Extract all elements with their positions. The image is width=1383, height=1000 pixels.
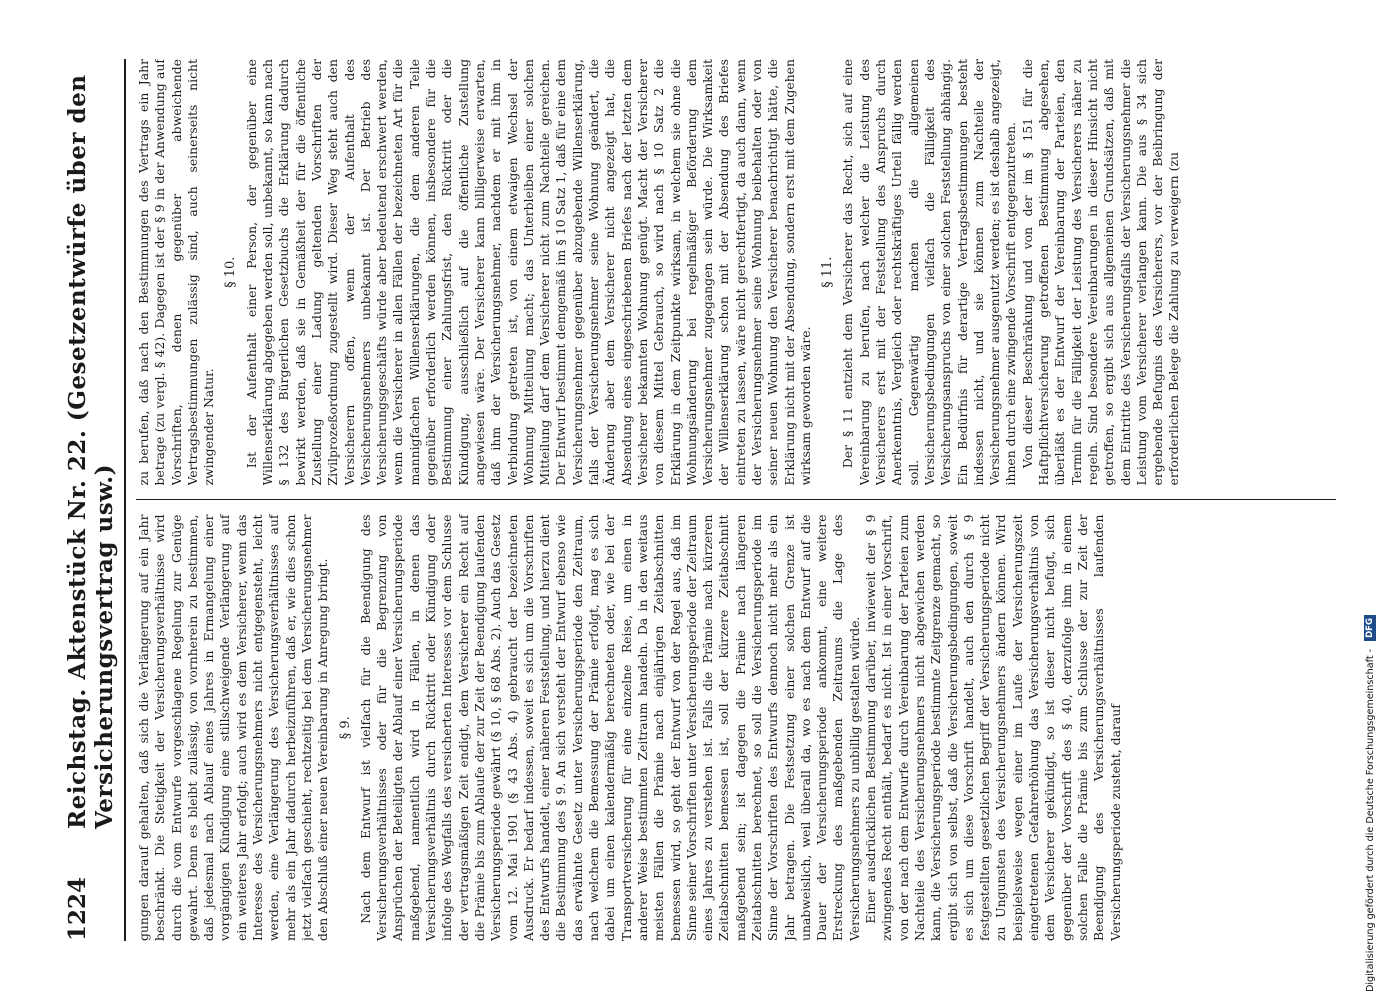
- section-heading: § 9.: [337, 716, 353, 740]
- page-number: 1224: [64, 876, 91, 941]
- column-divider: [136, 500, 1336, 501]
- paragraph: Von dieser Beschränkung und von der im § 151 für die Haftpflichtversicherung getroffenen Bestimmung abgesehen, überläßt es der Entwurf der Vereinbarung der Parteien, den Termin für die Fälligkeit der Leistung des Versicherers näher zu regeln. Sind besondere Vereinbarungen in dieser Hinsicht nicht getroffen, so ergibt sich aus allgemeinen Grundsätzen, daß mit dem Eintritte des Versicherungsfalls der Versicherungsnehmer die Leistung vom Versicherer verlangen kann. Die aus § 34 sich ergebende Befugnis des Versicherers, vor der Beibringung der erforderlichen Belege die Zahlung zu verweigern (zu: [1019, 59, 1182, 486]
- paragraph: Der § 11 entzieht dem Versicherer das Recht, sich auf eine Vereinbarung zu berufen, nach welcher die Leistung des Versicherers erst mit der Feststellung des Anspruchs durch Anerkenntnis, Vergleich oder rechtskräftiges Urteil fällig werden soll. Gegenwärtig machen die allgemeinen Versicherungsbedingungen vielfach die Fälligkeit des Versicherungsanspruchs von einer solchen Feststellung abhängig. Ein Bedürfnis für derartige Vertragsbestimmungen besteht indessen nicht, und sie können zum Nachteile der Versicherungsnehmer ausgenutzt werden; es ist deshalb angezeigt, ihnen durch eine zwingende Vorschrift entgegenzutreten.: [840, 59, 1019, 486]
- digitization-credit: Digitalisierung gefördert durch die Deutsche Forschungsgemeinschaft -: [1364, 648, 1376, 992]
- paragraph: zu berufen, daß nach den Bestimmungen des Vertrags ein Jahr betrage (zu vergl. § 42). Dagegen ist der § 9 in der Anwendung auf Vorschriften, denen gegenüber abweichende Vertragsbestimmungen zulässig sind, auch seinerseits nicht zwingender Natur.: [136, 59, 217, 486]
- paragraph: Ist der Aufenthalt einer Person, der gegenüber eine Willenserklärung abgegeben werden soll, unbekannt, so kann nach § 132 des Bürgerlichen Gesetzbuchs die Erklärung dadurch bewirkt werden, daß sie in Gemäßheit der für die öffentliche Zustellung einer Ladung geltenden Vorschriften der Zivilprozeßordnung zugestellt wird. Dieser Weg steht auch den Versicherern offen, wenn der Aufenthalt des Versicherungsnehmers unbekannt ist. Der Betrieb des Versicherungsgeschäfts würde aber bedeutend erschwert werden, wenn die Versicherer in allen Fällen der bezeichneten Art für die mannigfachen Willenserklärungen, die dem anderen Teile gegenüber erforderlich werden können, insbesondere für die Bestimmung einer Zahlungsfrist, den Rücktritt oder die Kündigung, ausschließlich auf die öffentliche Zustellung angewiesen wäre. Der Versicherer kann billigerweise erwarten, daß ihm der Versicherungsnehmer, nachdem er mit ihm in Verbindung getreten ist, von einem etwaigen Wechsel der Wohnung Mitteilung macht; das Unterbleiben einer solchen Mitteilung darf dem Versicherer nicht zum Nachteile gereichen. Der Entwurf bestimmt demgemäß im § 10 Satz 1, daß für eine dem Versicherungsnehmer gegenüber abzugebende Willenserklärung, falls der Versicherungsnehmer seine Wohnung geändert, die Änderung aber dem Versicherer nicht angezeigt hat, die Absendung eines eingeschriebenen Briefes nach der letzten dem Versicherer bekannten Wohnung genügt. Macht der Versicherer von diesem Mittel Gebrauch, so wird nach § 10 Satz 2 die Erklärung in dem Zeitpunkte wirksam, in welchem sie ohne die Wohnungsänderung bei regelmäßiger Beförderung dem Versicherungsnehmer zugegangen sein würde. Die Wirksamkeit der Willenserklärung schon mit der Absendung des Briefes eintreten zu lassen, wäre nicht gerechtfertigt, da auch dann, wenn der Versicherungsnehmer seine Wohnung beibehalten oder von seiner neuen Wohnung den Versicherer benachrichtigt hätte, die Erklärung nicht mit der Absendung, sondern erst mit dem Zugehen wirksam geworden wäre.: [243, 59, 813, 486]
- running-title: Reichstag. Aktenstück Nr. 22. (Gesetzentwürfe über den Versicherungsvertrag usw.): [64, 74, 118, 829]
- section-heading: § 10.: [223, 256, 239, 288]
- section-heading: § 11.: [820, 256, 836, 288]
- paragraph: gungen darauf gehalten, daß sich die Verlängerung auf ein Jahr beschränkt. Die Stetigkeit der Versicherungsverhältnisse wird durch die vom Entwurfe vorgeschlagene Regelung zur Genüge gewahrt. Denn es bleibt zulässig, von vornherein zu bestimmen, daß jedesmal nach Ablauf eines Jahres in Ermangelung einer vorgängigen Kündigung eine stillschweigende Verlängerung auf ein weiteres Jahr erfolgt; auch wird es dem Versicherer, wenn das Interesse des Versicherungsnehmers nicht entgegensteht, leicht werden, eine Verlängerung des Versicherungsverhältnisses auf mehr als ein Jahr dadurch herbeizuführen, daß er, wie dies schon jetzt vielfach geschieht, rechtzeitig bei dem Versicherungsnehmer den Abschluß einer neuen Vereinbarung in Anregung bringt.: [136, 514, 331, 941]
- text-columns: [136, 59, 1336, 941]
- left-column: [136, 515, 1336, 942]
- digitization-note: [1361, 8, 1377, 992]
- page-header: [64, 59, 126, 941]
- scanned-page: [22, 35, 1352, 965]
- paragraph: Nach dem Entwurf ist vielfach für die Beendigung des Versicherungsverhältnisses oder für die Begrenzung von Ansprüchen der Beteiligten der Ablauf einer Versicherungsperiode maßgebend, namentlich wird in Fällen, in denen das Versicherungsverhältnis durch Rücktritt oder Kündigung oder infolge des Wegfalls des versicherten Interesses vor dem Schlusse der vertragsmäßigen Zeit endigt, dem Versicherer ein Recht auf die Prämie bis zum Ablaufe der zur Zeit der Beendigung laufenden Versicherungsperiode gewährt (§ 10, § 68 Abs. 2). Auch das Gesetz vom 12. Mai 1901 (§ 43 Abs. 4) gebraucht der bezeichneten Ausdruck. Er bedarf indessen, soweit es sich um die Vorschriften des Entwurfs handelt, einer näheren Feststellung, und hierzu dient die Bestimmung des § 9. An sich versteht der Entwurf ebenso wie das erwähnte Gesetz unter Versicherungsperiode den Zeitraum, nach welchem die Bemessung der Prämie erfolgt, mag es sich dabei um einen kalendermäßig berechneten oder, wie bei der Transportversicherung für eine einzelne Reise, um einen in anderer Weise bestimmten Zeitraum handeln. Da in den weitaus meisten Fällen die Prämie nach einjährigen Zeitabschnitten bemessen wird, so geht der Entwurf von der Regel aus, daß im Sinne seiner Vorschriften unter Versicherungsperiode der Zeitraum eines Jahres zu verstehen ist. Falls die Prämie nach kürzeren Zeitabschnitten bemessen ist, soll der kürzere Zeitabschnitt maßgebend sein; ist dagegen die Prämie nach längeren Zeitabschnitten berechnet, so soll die Versicherungsperiode im Sinne der Vorschriften des Entwurfs dennoch nicht mehr als ein Jahr betragen. Die Festsetzung einer solchen Grenze ist unabweislich, weil überall da, wo es nach dem Entwurf auf die Dauer der Versicherungsperiode ankommt, eine weitere Erstreckung des maßgebenden Zeitraums die Lage des Versicherungsnehmers zu unbillig gestalten würde.: [357, 514, 862, 941]
- paragraph: Einer ausdrücklichen Bestimmung darüber, inwieweit der § 9 zwingendes Recht enthält, bedarf es nicht. Ist in einer Vorschrift, von der nach dem Entwurfe durch Vereinbarung der Parteien zum Nachteile des Versicherungsnehmers nicht abgewichen werden kann, die Versicherungsperiode bestimmte Zeitgrenze gemacht, so ergibt sich von selbst, daß die Versicherungsbedingungen, soweit es sich um diese Vorschrift handelt, auch den durch § 9 festgestellten gesetzlichen Begriff der Versicherungsperiode nicht zu Ungunsten des Versicherungsnehmers ändern können. Wird beispielsweise wegen einer im Laufe der Versicherungszeit eingetretenen Gefahrerhöhung das Versicherungsverhältnis von dem Versicherer gekündigt, so ist dieser nicht befugt, sich gegenüber der Vorschrift des § 40, derzufolge ihm in einem solchen Falle die Prämie bis zum Schlusse der zur Zeit der Beendigung des Versicherungsverhältnisses laufenden Versicherungsperiode zusteht, darauf: [863, 514, 1123, 941]
- dfg-logo: DFG: [1364, 615, 1376, 641]
- right-column: [136, 59, 1336, 486]
